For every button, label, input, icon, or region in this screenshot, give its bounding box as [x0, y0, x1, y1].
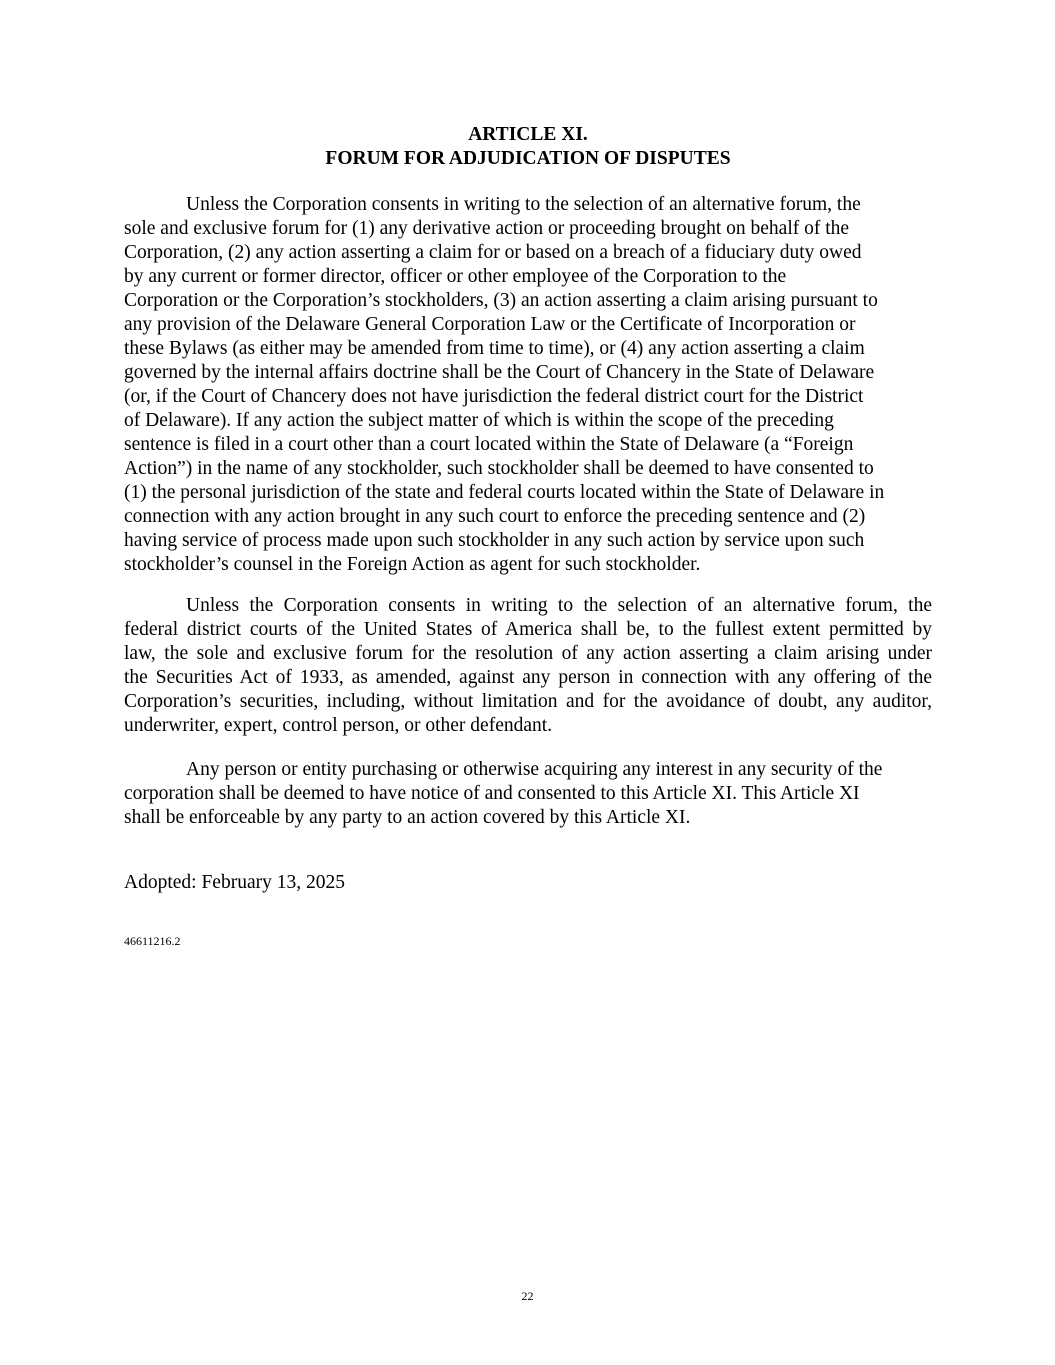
page-number: 22	[521, 1289, 534, 1303]
article-number: ARTICLE XI.	[468, 124, 588, 145]
text-line: corporation shall be deemed to have notice of and consented to this Article XI. This Article XI	[124, 783, 860, 804]
paragraph-forum-selection	[124, 193, 932, 577]
text-line: Corporation or the Corporation’s stockholders, (3) an action asserting a claim arising pursuant to	[124, 290, 878, 311]
text-line: sentence is filed in a court other than a court located within the State of Delaware (a “Foreign	[124, 434, 854, 455]
text-line: Corporation, (2) any action asserting a claim for or based on a breach of a fiduciary duty owed	[124, 242, 862, 263]
text-line: (1) the personal jurisdiction of the state and federal courts located within the State of Delaware in	[124, 482, 885, 503]
article-heading	[124, 123, 932, 171]
text-line: these Bylaws (as either may be amended from time to time), or (4) any action asserting a claim	[124, 338, 865, 359]
paragraph-notice-consent	[124, 758, 932, 830]
text-line: Unless the Corporation consents in writing to the selection of an alternative forum, the	[186, 595, 932, 616]
text-line: federal district courts of the United States of America shall be, to the fullest extent permitted by	[124, 619, 932, 640]
text-line: sole and exclusive forum for (1) any derivative action or proceeding brought on behalf of the	[124, 218, 850, 239]
text-line: underwriter, expert, control person, or other defendant.	[124, 715, 553, 736]
text-line: of Delaware). If any action the subject matter of which is within the scope of the preceding	[124, 410, 834, 431]
text-line: having service of process made upon such stockholder in any such action by service upon such	[124, 530, 865, 551]
document-number: 46611216.2	[124, 934, 181, 948]
text-line: law, the sole and exclusive forum for the resolution of any action asserting a claim arising under	[124, 643, 932, 664]
text-line: Action”) in the name of any stockholder, such stockholder shall be deemed to have consented to	[124, 458, 874, 479]
text-line: by any current or former director, officer or other employee of the Corporation to the	[124, 266, 787, 287]
text-line: stockholder’s counsel in the Foreign Action as agent for such stockholder.	[124, 554, 701, 575]
text-line: shall be enforceable by any party to an action covered by this Article XI.	[124, 807, 691, 828]
text-line: governed by the internal affairs doctrine shall be the Court of Chancery in the State of Delaware	[124, 362, 875, 383]
adopted-date: Adopted: February 13, 2025	[124, 872, 345, 893]
article-title: FORUM FOR ADJUDICATION OF DISPUTES	[325, 148, 731, 169]
text-line: Unless the Corporation consents in writing to the selection of an alternative forum, the	[186, 194, 861, 215]
text-line: the Securities Act of 1933, as amended, against any person in connection with any offering of the	[124, 667, 932, 688]
text-line: Corporation’s securities, including, without limitation and for the avoidance of doubt, any auditor,	[124, 691, 932, 712]
text-line: any provision of the Delaware General Corporation Law or the Certificate of Incorporation or	[124, 314, 856, 335]
paragraph-federal-forum	[124, 594, 932, 738]
text-line: (or, if the Court of Chancery does not have jurisdiction the federal district court for the District	[124, 386, 864, 407]
text-line: Any person or entity purchasing or otherwise acquiring any interest in any security of the	[186, 759, 883, 780]
text-line: connection with any action brought in any such court to enforce the preceding sentence and (2)	[124, 506, 866, 527]
